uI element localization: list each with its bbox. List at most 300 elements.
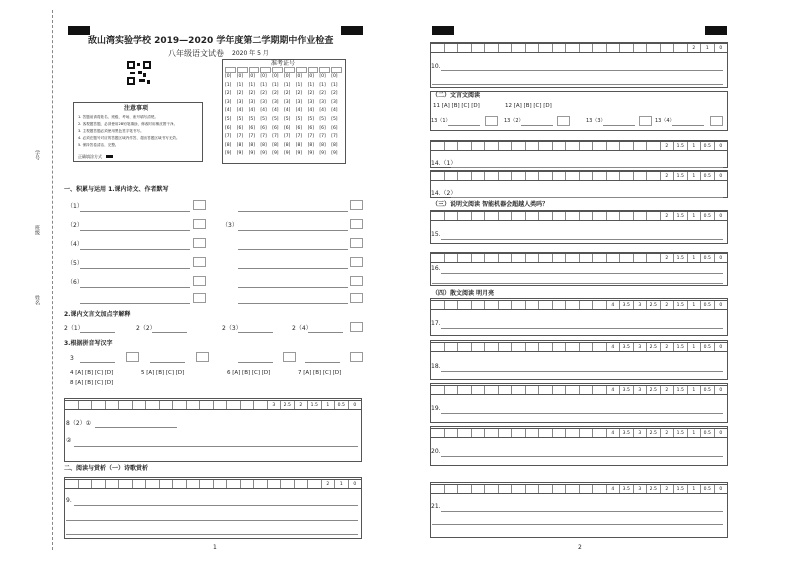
score-cell[interactable]: [472, 429, 486, 437]
score-cell[interactable]: [539, 301, 553, 309]
score-cell[interactable]: [458, 44, 472, 52]
admission-digit-bubble[interactable]: [8]: [225, 142, 232, 148]
score-cell[interactable]: 1: [688, 485, 702, 493]
answer-line[interactable]: [603, 125, 635, 126]
admission-digit-bubble[interactable]: [5]: [295, 117, 303, 122]
admission-digit-bubble[interactable]: [3]: [319, 99, 326, 105]
score-cell[interactable]: 2: [661, 429, 675, 437]
score-cell[interactable]: [308, 480, 322, 488]
admission-digit-bubble[interactable]: [9]: [236, 151, 244, 157]
admission-digit-bubble[interactable]: [5]: [248, 117, 255, 122]
score-cell[interactable]: [553, 429, 567, 437]
score-cell[interactable]: [526, 254, 540, 262]
answer-line[interactable]: [80, 268, 190, 269]
score-cell[interactable]: [65, 401, 79, 409]
answer-line[interactable]: [432, 524, 723, 525]
score-cell[interactable]: 1: [688, 212, 702, 220]
score-cell[interactable]: 1.5: [674, 301, 688, 309]
score-cell[interactable]: [512, 254, 526, 262]
score-cell[interactable]: 0: [719, 487, 723, 492]
score-box[interactable]: [193, 200, 206, 210]
admission-digit-bubble[interactable]: [7]: [236, 134, 244, 140]
score-cell[interactable]: [485, 212, 499, 220]
score-cell[interactable]: [445, 172, 459, 180]
admission-digit-bubble[interactable]: [6]: [272, 125, 279, 131]
score-cell[interactable]: [512, 44, 526, 52]
answer-line[interactable]: [80, 249, 190, 250]
score-cell[interactable]: [512, 212, 526, 220]
score-box[interactable]: [350, 293, 363, 303]
score-cell[interactable]: [566, 254, 580, 262]
admission-digit-bubble[interactable]: [2]: [295, 91, 303, 97]
score-cell[interactable]: [431, 429, 445, 437]
admission-digit-bubble[interactable]: [0]: [307, 74, 314, 79]
score-cell[interactable]: [458, 301, 472, 309]
admission-digit-bubble[interactable]: [6]: [295, 125, 303, 131]
admission-digit-bubble[interactable]: [7]: [260, 134, 267, 140]
admission-digit-bubble[interactable]: [1]: [331, 82, 338, 88]
score-cell[interactable]: 0: [719, 303, 723, 308]
answer-line[interactable]: [441, 273, 723, 274]
score-cell[interactable]: [431, 142, 445, 150]
score-cell[interactable]: 3: [634, 386, 648, 394]
admission-entry-cell[interactable]: [272, 67, 283, 73]
score-cell[interactable]: [445, 485, 459, 493]
score-cell[interactable]: [241, 401, 255, 409]
score-cell[interactable]: [281, 480, 295, 488]
score-cell[interactable]: 3.5: [620, 343, 634, 351]
score-cell[interactable]: [485, 429, 499, 437]
score-cell[interactable]: [499, 142, 513, 150]
score-cell[interactable]: [580, 254, 594, 262]
admission-digit-bubble[interactable]: [4]: [236, 108, 244, 114]
admission-digit-bubble[interactable]: [9]: [295, 151, 303, 157]
answer-line[interactable]: [74, 446, 358, 447]
score-cell[interactable]: 1: [701, 44, 715, 52]
score-cell[interactable]: 2: [661, 254, 675, 262]
admission-digit-bubble[interactable]: [1]: [307, 82, 314, 88]
score-cell[interactable]: 2: [661, 172, 675, 180]
score-cell[interactable]: [553, 343, 567, 351]
answer-line[interactable]: [150, 362, 185, 363]
score-cell[interactable]: [593, 429, 607, 437]
admission-digit-bubble[interactable]: [2]: [319, 91, 326, 97]
score-bar[interactable]: [430, 211, 728, 221]
score-cell[interactable]: [593, 254, 607, 262]
score-cell[interactable]: [485, 343, 499, 351]
score-cell[interactable]: [539, 386, 553, 394]
score-cell[interactable]: [79, 480, 93, 488]
score-box[interactable]: [350, 257, 363, 267]
score-cell[interactable]: [499, 172, 513, 180]
score-cell[interactable]: 0.5: [701, 254, 715, 262]
score-cell[interactable]: [553, 142, 567, 150]
score-cell[interactable]: 1.5: [674, 142, 688, 150]
score-cell[interactable]: [485, 485, 499, 493]
score-cell[interactable]: [227, 480, 241, 488]
answer-line[interactable]: [448, 125, 480, 126]
score-cell[interactable]: [580, 429, 594, 437]
answer-line[interactable]: [441, 413, 723, 414]
admission-digit-bubble[interactable]: [0]: [295, 74, 303, 79]
answer-line[interactable]: [441, 70, 723, 71]
admission-digit-bubble[interactable]: [6]: [319, 125, 326, 131]
score-cell[interactable]: [472, 172, 486, 180]
score-cell[interactable]: [553, 212, 567, 220]
score-cell[interactable]: [445, 343, 459, 351]
answer-line[interactable]: [432, 84, 723, 85]
choice-option[interactable]: 4 [A] [B] [C] [D]: [70, 370, 114, 376]
score-cell[interactable]: 0.5: [701, 386, 715, 394]
score-cell[interactable]: 2: [661, 386, 675, 394]
score-cell[interactable]: 0: [719, 256, 723, 261]
admission-entry-cell[interactable]: [319, 67, 330, 73]
answer-line[interactable]: [521, 125, 553, 126]
choice-option[interactable]: 7 [A] [B] [C] [D]: [298, 370, 342, 376]
score-cell[interactable]: [485, 142, 499, 150]
admission-digit-bubble[interactable]: [5]: [236, 117, 244, 122]
admission-digit-bubble[interactable]: [5]: [307, 117, 314, 122]
score-cell[interactable]: [485, 44, 499, 52]
score-cell[interactable]: [580, 301, 594, 309]
admission-digit-bubble[interactable]: [8]: [284, 142, 291, 148]
score-cell[interactable]: [539, 142, 553, 150]
score-box[interactable]: [710, 116, 723, 126]
score-cell[interactable]: 3.5: [620, 485, 634, 493]
admission-digit-bubble[interactable]: [5]: [284, 117, 291, 122]
admission-digit-bubble[interactable]: [5]: [260, 117, 267, 122]
answer-line[interactable]: [441, 239, 723, 240]
answer-line[interactable]: [238, 211, 348, 212]
admission-digit-bubble[interactable]: [3]: [331, 99, 338, 105]
score-cell[interactable]: [553, 301, 567, 309]
score-cell[interactable]: 1: [688, 429, 702, 437]
score-cell[interactable]: [593, 301, 607, 309]
score-cell[interactable]: [526, 429, 540, 437]
admission-digit-bubble[interactable]: [1]: [272, 82, 279, 88]
admission-digit-bubble[interactable]: [2]: [260, 91, 267, 97]
admission-digit-bubble[interactable]: [6]: [248, 125, 255, 131]
score-cell[interactable]: [445, 212, 459, 220]
score-cell[interactable]: [445, 429, 459, 437]
score-cell[interactable]: [661, 44, 675, 52]
score-cell[interactable]: 2.5: [647, 386, 661, 394]
admission-digit-bubble[interactable]: [8]: [236, 142, 244, 148]
score-cell[interactable]: 1: [335, 480, 349, 488]
score-cell[interactable]: [512, 343, 526, 351]
score-cell[interactable]: 1.5: [674, 172, 688, 180]
admission-digit-bubble[interactable]: [8]: [272, 142, 279, 148]
admission-digit-bubble[interactable]: [2]: [307, 91, 314, 97]
choice-option[interactable]: 5 [A] [B] [C] [D]: [141, 370, 185, 376]
admission-digit-bubble[interactable]: [7]: [284, 134, 291, 140]
score-cell[interactable]: [553, 254, 567, 262]
admission-digit-bubble[interactable]: [6]: [284, 125, 291, 131]
score-cell[interactable]: [593, 172, 607, 180]
score-cell[interactable]: [458, 485, 472, 493]
score-cell[interactable]: [472, 485, 486, 493]
score-box[interactable]: [557, 116, 570, 126]
score-cell[interactable]: 4: [607, 485, 621, 493]
admission-digit-bubble[interactable]: [3]: [260, 99, 267, 105]
score-cell[interactable]: [674, 44, 688, 52]
score-box[interactable]: [193, 276, 206, 286]
score-cell[interactable]: [187, 401, 201, 409]
answer-line[interactable]: [238, 249, 348, 250]
score-cell[interactable]: [472, 343, 486, 351]
admission-digit-bubble[interactable]: [1]: [236, 82, 244, 88]
score-cell[interactable]: 1: [322, 401, 336, 409]
score-cell[interactable]: 1.5: [674, 485, 688, 493]
choice-option[interactable]: 6 [A] [B] [C] [D]: [227, 370, 271, 376]
score-cell[interactable]: 3: [634, 301, 648, 309]
score-bar[interactable]: [430, 171, 728, 181]
answer-line[interactable]: [451, 197, 723, 198]
answer-line[interactable]: [441, 371, 723, 372]
score-cell[interactable]: [526, 343, 540, 351]
answer-line[interactable]: [74, 505, 358, 506]
score-cell[interactable]: [634, 254, 648, 262]
score-cell[interactable]: [620, 212, 634, 220]
score-cell[interactable]: [458, 142, 472, 150]
admission-digit-bubble[interactable]: [3]: [307, 99, 314, 105]
admission-digit-bubble[interactable]: [4]: [260, 108, 267, 114]
admission-digit-bubble[interactable]: [0]: [331, 74, 338, 79]
score-cell[interactable]: [526, 386, 540, 394]
answer-line[interactable]: [80, 303, 190, 304]
score-bar[interactable]: [430, 428, 728, 438]
admission-entry-cell[interactable]: [308, 67, 319, 73]
score-bar[interactable]: [430, 385, 728, 395]
score-cell[interactable]: [431, 485, 445, 493]
score-cell[interactable]: [526, 485, 540, 493]
score-cell[interactable]: [458, 386, 472, 394]
score-cell[interactable]: [472, 44, 486, 52]
admission-digit-bubble[interactable]: [9]: [272, 151, 279, 157]
score-cell[interactable]: [566, 301, 580, 309]
score-cell[interactable]: 1: [688, 142, 702, 150]
score-cell[interactable]: [160, 480, 174, 488]
score-cell[interactable]: [593, 212, 607, 220]
answer-line[interactable]: [238, 332, 273, 333]
score-cell[interactable]: [458, 343, 472, 351]
score-box[interactable]: [193, 257, 206, 267]
score-bar[interactable]: [430, 342, 728, 352]
score-cell[interactable]: 0.5: [701, 485, 715, 493]
score-box[interactable]: [639, 116, 652, 126]
score-cell[interactable]: 2.5: [647, 429, 661, 437]
score-cell[interactable]: 0: [353, 482, 357, 487]
score-cell[interactable]: 4: [607, 429, 621, 437]
score-cell[interactable]: [65, 480, 79, 488]
score-cell[interactable]: [146, 401, 160, 409]
score-cell[interactable]: [539, 44, 553, 52]
admission-entry-cell[interactable]: [260, 67, 271, 73]
score-cell[interactable]: [566, 212, 580, 220]
score-cell[interactable]: [431, 44, 445, 52]
score-cell[interactable]: [566, 343, 580, 351]
score-cell[interactable]: [580, 142, 594, 150]
score-cell[interactable]: [187, 480, 201, 488]
answer-line[interactable]: [441, 456, 723, 457]
score-cell[interactable]: [580, 172, 594, 180]
admission-digit-bubble[interactable]: [9]: [260, 151, 267, 157]
score-cell[interactable]: 1.5: [674, 386, 688, 394]
score-box[interactable]: [350, 219, 363, 229]
score-box[interactable]: [193, 219, 206, 229]
score-bar[interactable]: [430, 300, 728, 310]
admission-digit-bubble[interactable]: [8]: [307, 142, 314, 148]
score-cell[interactable]: [295, 480, 309, 488]
answer-line[interactable]: [441, 328, 723, 329]
admission-digit-bubble[interactable]: [3]: [272, 99, 279, 105]
admission-digit-bubble[interactable]: [8]: [295, 142, 303, 148]
score-cell[interactable]: [241, 480, 255, 488]
score-cell[interactable]: [472, 254, 486, 262]
score-cell[interactable]: [445, 44, 459, 52]
admission-digit-bubble[interactable]: [1]: [248, 82, 255, 88]
score-cell[interactable]: [539, 343, 553, 351]
score-cell[interactable]: [539, 485, 553, 493]
score-box[interactable]: [283, 352, 296, 362]
admission-digit-bubble[interactable]: [6]: [307, 125, 314, 131]
score-cell[interactable]: [580, 386, 594, 394]
score-cell[interactable]: [485, 172, 499, 180]
score-cell[interactable]: [647, 254, 661, 262]
answer-line[interactable]: [66, 534, 358, 535]
score-box[interactable]: [350, 352, 363, 362]
admission-digit-bubble[interactable]: [4]: [295, 108, 303, 114]
score-cell[interactable]: [647, 142, 661, 150]
score-cell[interactable]: [472, 386, 486, 394]
score-cell[interactable]: [607, 172, 621, 180]
score-cell[interactable]: 1.5: [674, 343, 688, 351]
admission-digit-bubble[interactable]: [0]: [284, 74, 291, 79]
score-cell[interactable]: [512, 485, 526, 493]
score-cell[interactable]: [254, 401, 268, 409]
score-cell[interactable]: 0.5: [701, 172, 715, 180]
score-cell[interactable]: 1.5: [674, 254, 688, 262]
score-cell[interactable]: [593, 485, 607, 493]
score-bar[interactable]: [430, 141, 728, 151]
score-cell[interactable]: [634, 44, 648, 52]
admission-digit-bubble[interactable]: [3]: [284, 99, 291, 105]
admission-digit-bubble[interactable]: [2]: [331, 91, 338, 97]
score-cell[interactable]: 0: [719, 46, 723, 51]
score-cell[interactable]: [458, 212, 472, 220]
score-cell[interactable]: 2: [661, 142, 675, 150]
score-box[interactable]: [485, 116, 498, 126]
answer-line[interactable]: [238, 268, 348, 269]
score-cell[interactable]: 2: [661, 212, 675, 220]
admission-digit-bubble[interactable]: [4]: [248, 108, 255, 114]
score-cell[interactable]: [620, 254, 634, 262]
score-cell[interactable]: [485, 301, 499, 309]
score-cell[interactable]: [607, 142, 621, 150]
score-cell[interactable]: 1: [688, 301, 702, 309]
score-cell[interactable]: [254, 480, 268, 488]
admission-digit-bubble[interactable]: [0]: [260, 74, 267, 79]
score-cell[interactable]: 3.5: [620, 301, 634, 309]
score-cell[interactable]: [133, 480, 147, 488]
score-cell[interactable]: 0.5: [701, 301, 715, 309]
score-cell[interactable]: [445, 142, 459, 150]
score-cell[interactable]: 0: [719, 431, 723, 436]
admission-digit-bubble[interactable]: [4]: [307, 108, 314, 114]
score-cell[interactable]: 3.5: [620, 386, 634, 394]
score-cell[interactable]: [647, 212, 661, 220]
admission-digit-bubble[interactable]: [4]: [225, 108, 232, 114]
score-cell[interactable]: [647, 44, 661, 52]
score-box[interactable]: [350, 200, 363, 210]
admission-entry-cell[interactable]: [284, 67, 295, 73]
admission-digit-bubble[interactable]: [9]: [331, 151, 338, 157]
admission-digit-bubble[interactable]: [9]: [319, 151, 326, 157]
admission-digit-bubble[interactable]: [4]: [319, 108, 326, 114]
admission-digit-bubble[interactable]: [8]: [331, 142, 338, 148]
admission-digit-bubble[interactable]: [7]: [272, 134, 279, 140]
score-cell[interactable]: [607, 44, 621, 52]
score-cell[interactable]: [119, 401, 133, 409]
score-cell[interactable]: [539, 172, 553, 180]
score-cell[interactable]: [146, 480, 160, 488]
score-cell[interactable]: 3: [634, 429, 648, 437]
admission-digit-bubble[interactable]: [7]: [248, 134, 255, 140]
admission-digit-bubble[interactable]: [0]: [319, 74, 326, 79]
score-cell[interactable]: [200, 480, 214, 488]
admission-digit-bubble[interactable]: [1]: [284, 82, 291, 88]
admission-digit-bubble[interactable]: [9]: [248, 151, 255, 157]
admission-entry-cell[interactable]: [225, 67, 236, 73]
score-cell[interactable]: [200, 401, 214, 409]
answer-line[interactable]: [432, 283, 723, 284]
score-cell[interactable]: 0: [353, 403, 357, 408]
admission-digit-bubble[interactable]: [5]: [225, 117, 232, 122]
score-cell[interactable]: [566, 485, 580, 493]
score-bar[interactable]: [64, 479, 362, 489]
score-cell[interactable]: [499, 429, 513, 437]
admission-digit-bubble[interactable]: [2]: [248, 91, 255, 97]
score-cell[interactable]: 0.5: [701, 429, 715, 437]
admission-digit-bubble[interactable]: [9]: [284, 151, 291, 157]
admission-entry-cell[interactable]: [331, 67, 342, 73]
score-cell[interactable]: [431, 386, 445, 394]
score-cell[interactable]: [512, 142, 526, 150]
score-cell[interactable]: [431, 212, 445, 220]
score-cell[interactable]: [458, 254, 472, 262]
answer-line[interactable]: [238, 230, 348, 231]
score-cell[interactable]: 0.5: [335, 401, 349, 409]
admission-digit-bubble[interactable]: [7]: [295, 134, 303, 140]
answer-line[interactable]: [238, 287, 348, 288]
admission-digit-bubble[interactable]: [1]: [225, 82, 232, 88]
score-cell[interactable]: [607, 254, 621, 262]
answer-line[interactable]: [672, 125, 704, 126]
score-cell[interactable]: [160, 401, 174, 409]
score-cell[interactable]: [593, 142, 607, 150]
score-box[interactable]: [350, 238, 363, 248]
score-cell[interactable]: [133, 401, 147, 409]
score-box[interactable]: [350, 322, 363, 332]
score-cell[interactable]: [512, 301, 526, 309]
score-box[interactable]: [126, 352, 139, 362]
score-cell[interactable]: [79, 401, 93, 409]
score-cell[interactable]: [593, 44, 607, 52]
admission-digit-bubble[interactable]: [6]: [225, 125, 232, 131]
score-cell[interactable]: 2.5: [647, 485, 661, 493]
admission-digit-bubble[interactable]: [1]: [295, 82, 303, 88]
admission-digit-bubble[interactable]: [6]: [260, 125, 267, 131]
